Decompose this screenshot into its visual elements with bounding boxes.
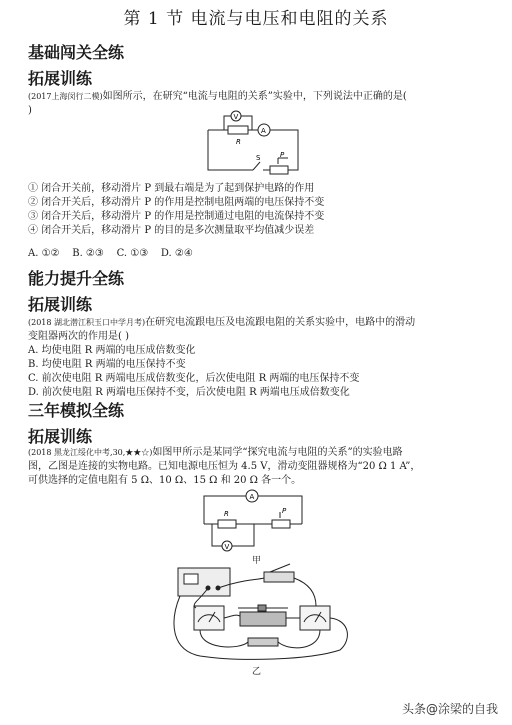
q1-circuit-diagram [198, 110, 308, 185]
q3-label-r: R [224, 510, 229, 518]
sub-heading-3: 拓展训练 [28, 427, 93, 446]
q3-figure-b-caption: 乙 [252, 667, 262, 677]
q3-source: (2018 黑龙江绥化中考,30,★★☆) [28, 448, 153, 457]
q1-text2: ) [28, 105, 32, 116]
question-2 [28, 316, 488, 400]
q1-label-a: A [261, 127, 266, 135]
q2-source: (2018 湖北潜江积玉口中学月考) [28, 318, 146, 327]
q3-label-p: P [282, 507, 287, 515]
voltmeter-device-icon [300, 606, 330, 630]
q2-text: 在研究电流跟电压及电流跟电阻的关系实验中，电路中的滑动 [145, 317, 416, 328]
switch-icon [264, 572, 294, 582]
q1-items [28, 182, 488, 238]
question-3 [28, 446, 488, 488]
section-heading-ability: 能力提升全练 [28, 269, 125, 288]
q1-item-1: ① 闭合开关前，移动滑片 P 到最右端是为了起到保护电路的作用 [28, 183, 315, 194]
sub-heading-1: 拓展训练 [28, 69, 93, 88]
q3-figure-a-caption: 甲 [252, 556, 262, 566]
q3-text: 如图甲所示是某同学“探究电流与电阻的关系”的实验电路 [152, 447, 403, 458]
q2-option-c: C. 前次使电阻 R 两端电压成倍数变化，后次使电阻 R 两端的电压保持不变 [28, 373, 360, 384]
q2-option-a: A. 均使电阻 R 两端的电压成倍数变化 [28, 345, 196, 356]
rheostat-icon [240, 612, 286, 626]
q1-label-r: R [236, 138, 241, 146]
q1-text: 如图所示，在研究“电流与电阻的关系”实验中，下列说法中正确的是( [102, 91, 407, 102]
q3-label-a: A [249, 493, 255, 501]
q2-option-b: B. 均使电阻 R 两端的电压保持不变 [28, 359, 186, 370]
q1-item-2: ② 闭合开关后，移动滑片 P 的作用是控制电阻两端的电压保持不变 [28, 197, 325, 208]
section-heading-basic: 基础闯关全练 [28, 43, 125, 62]
q1-choices: A. ①② B. ②③ C. ①③ D. ②④ [28, 248, 193, 259]
q3-text3: 可供选择的定值电阻有 5 Ω、10 Ω、15 Ω 和 20 Ω 各一个。 [28, 475, 302, 486]
q1-label-p: P [280, 151, 285, 159]
q3-physical-circuit-b [160, 560, 360, 664]
q3-circuit-diagram-a [192, 488, 312, 558]
q1-label-v: V [233, 113, 239, 121]
watermark-text: 头条@涂梁的自我 [401, 702, 498, 716]
page-title: 第 1 节 电流与电压和电阻的关系 [123, 9, 389, 29]
section-heading-mock: 三年模拟全练 [28, 401, 125, 420]
q3-text2: 图，乙图是连接的实物电路。已知电源电压恒为 4.5 V，滑动变阻器规格为“20 Ω 1 A”， [28, 461, 421, 472]
sub-heading-2: 拓展训练 [28, 295, 93, 314]
q2-option-d: D. 前次使电阻 R 两端电压保持不变，后次使电阻 R 两端电压成倍数变化 [28, 387, 350, 398]
q1-source: (2017上海闵行二模) [28, 92, 103, 101]
q2-text2: 变阻器两次的作用是( ) [28, 331, 129, 342]
resistor-icon [248, 638, 278, 646]
q1-item-3: ③ 闭合开关后，移动滑片 P 的作用是控制通过电阻的电流保持不变 [28, 211, 325, 222]
ammeter-device-icon [194, 606, 224, 630]
q3-label-v: V [224, 543, 230, 551]
q1-label-s: S [256, 154, 261, 162]
q1-item-4: ④ 闭合开关后，移动滑片 P 的目的是多次测量取平均值减少误差 [28, 225, 315, 236]
